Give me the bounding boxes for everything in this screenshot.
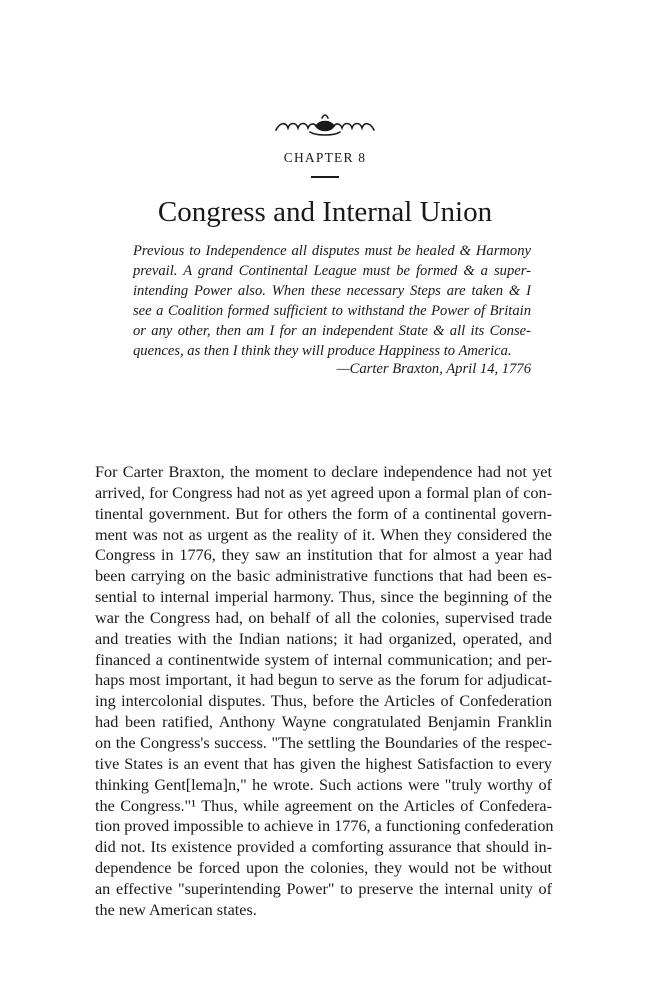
body-line: sential to internal imperial harmony. Thus, since the beginning of the [95,588,552,607]
body-line: thinking Gent[lema]n," he wrote. Such actions were "truly worthy of [95,775,552,794]
body-line: dependence be forced upon the colonies, they would not be without [95,859,552,878]
epigraph-attribution: —Carter Braxton, April 14, 1776 [336,361,531,377]
epigraph-line: or any other, then am I for an independent State & all its Conse- [133,323,531,339]
chapter-ornament-icon [270,112,380,140]
body-line: haps most important, it had begun to serve as the forum for adjudicat- [95,671,552,690]
body-line: Congress in 1776, they saw an institution that for almost a year had [95,546,552,565]
body-line: been carrying on the basic administrative functions that had been es- [95,567,552,586]
chapter-label: CHAPTER 8 [283,150,367,165]
body-line: and treaties with the Indian nations; it had organized, operated, and [95,629,552,648]
body-line: the Congress."¹ Thus, while agreement on the Articles of Confedera- [95,796,552,815]
body-line: had been ratified, Anthony Wayne congratulated Benjamin Franklin [95,713,552,732]
epigraph-line: Previous to Independence all disputes must be healed & Harmony [133,243,531,259]
chapter-rule [311,176,339,178]
epigraph [133,241,531,361]
body-line: tinental government. But for others the form of a continental govern- [95,504,552,523]
body-line: For Carter Braxton, the moment to declare independence had not yet [95,463,552,481]
body-line: on the Congress's success. "The settling the Boundaries of the respec- [95,733,552,752]
body-line: an effective "superintending Power" to preserve the internal unity of [95,879,552,898]
epigraph-line: intending Power also. When these necessary Steps are taken & I [133,283,531,299]
body-line: financed a continentwide system of internal communication; and per- [95,650,552,669]
body-line: ment was not as urgent as the reality of it. When they considered the [95,525,552,544]
body-line: tion proved impossible to achieve in 1776, a functioning confederation [95,817,554,836]
epigraph-line: quences, as then I think they will produce Happiness to America. [133,343,512,359]
epigraph-line: see a Coalition formed sufficient to withstand the Power of Britain [133,303,531,319]
body-line: war the Congress had, on behalf of all the colonies, supervised trade [95,608,552,627]
epigraph-line: prevail. A grand Continental League must be formed & a super- [133,263,531,279]
body-line: did not. Its existence provided a comforting assurance that should in- [95,838,552,857]
chapter-title: Congress and Internal Union [157,196,493,228]
body-line: the new American states. [95,900,257,919]
body-line: arrived, for Congress had not as yet agreed upon a formal plan of con- [95,483,552,502]
body-line: tive States is an event that has given the highest Satisfaction to every [95,754,552,773]
body-paragraph [95,462,552,921]
body-line: ing intercolonial disputes. Thus, before the Articles of Confederation [95,692,552,711]
